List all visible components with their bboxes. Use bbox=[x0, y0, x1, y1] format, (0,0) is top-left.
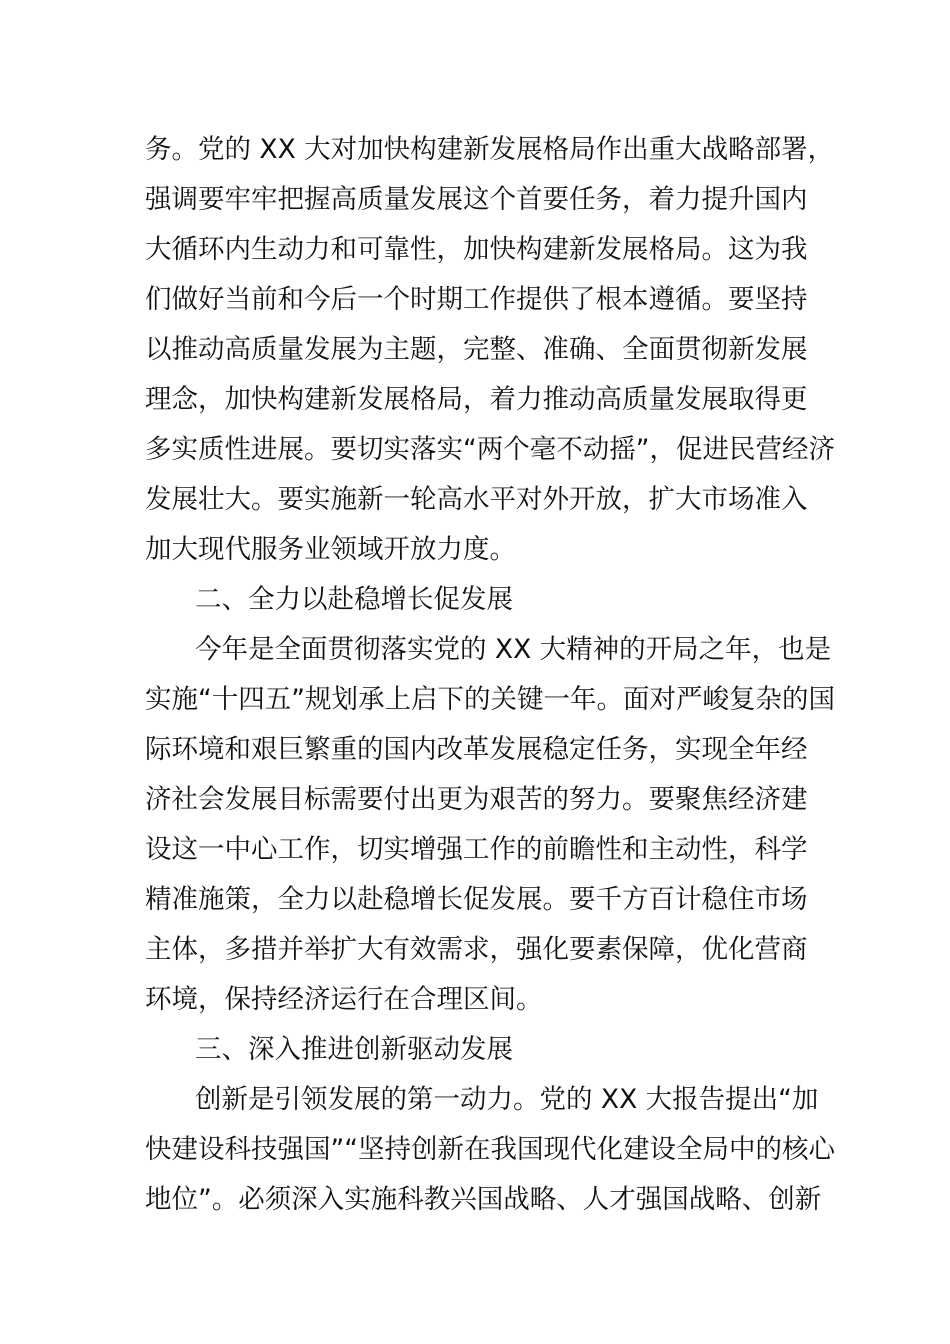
text-line: 多实质性进展。要切实落实“两个毫不动摇”，促进民营经济 bbox=[145, 434, 835, 465]
text-line: 强调要牢牢把握高质量发展这个首要任务，着力提升国内 bbox=[145, 184, 808, 215]
text-line: 们做好当前和今后一个时期工作提供了根本遵循。要坚持 bbox=[145, 284, 808, 315]
paragraph-last-line: 加大现代服务业领域开放力度。 bbox=[145, 534, 516, 565]
paragraph-first-line: 创新是引领发展的第一动力。党的 XX 大报告提出“加 bbox=[195, 1084, 819, 1115]
text-line: 大循环内生动力和可靠性，加快构建新发展格局。这为我 bbox=[145, 234, 808, 265]
text-line: 主体，多措并举扩大有效需求，强化要素保障，优化营商 bbox=[145, 934, 808, 965]
text-line: 济社会发展目标需要付出更为艰苦的努力。要聚焦经济建 bbox=[145, 784, 808, 815]
paragraph-first-line: 今年是全面贯彻落实党的 XX 大精神的开局之年，也是 bbox=[195, 634, 832, 665]
text-line: 地位”。必须深入实施科教兴国战略、人才强国战略、创新 bbox=[145, 1184, 822, 1215]
paragraph-last-line: 环境，保持经济运行在合理区间。 bbox=[145, 984, 543, 1015]
text-line: 务。党的 XX 大对加快构建新发展格局作出重大战略部署， bbox=[145, 134, 835, 165]
text-line: 设这一中心工作，切实增强工作的前瞻性和主动性，科学 bbox=[145, 834, 808, 865]
section-heading: 三、深入推进创新驱动发展 bbox=[195, 1034, 513, 1065]
text-line: 际环境和艰巨繁重的国内改革发展稳定任务，实现全年经 bbox=[145, 734, 808, 765]
text-line: 实施“十四五”规划承上启下的关键一年。面对严峻复杂的国 bbox=[145, 684, 835, 715]
text-line: 精准施策，全力以赴稳增长促发展。要千方百计稳住市场 bbox=[145, 884, 808, 915]
text-line: 以推动高质量发展为主题，完整、准确、全面贯彻新发展 bbox=[145, 334, 808, 365]
text-line: 理念，加快构建新发展格局，着力推动高质量发展取得更 bbox=[145, 384, 808, 415]
text-line: 发展壮大。要实施新一轮高水平对外开放，扩大市场准入 bbox=[145, 484, 808, 515]
text-line: 快建设科技强国”“坚持创新在我国现代化建设全局中的核心 bbox=[145, 1134, 835, 1165]
section-heading: 二、全力以赴稳增长促发展 bbox=[195, 584, 513, 615]
